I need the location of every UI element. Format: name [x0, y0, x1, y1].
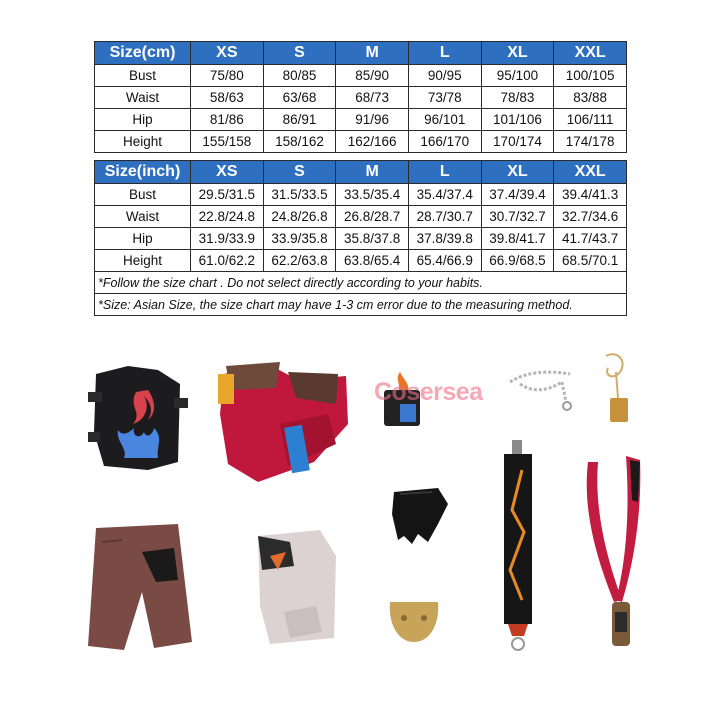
- table-cell: 65.4/66.9: [408, 250, 481, 272]
- table-cell: 78/83: [481, 87, 554, 109]
- table-cell: 83/88: [554, 87, 627, 109]
- table-cell: 85/90: [336, 65, 409, 87]
- table-cell: 29.5/31.5: [191, 184, 264, 206]
- table-cell: 66.9/68.5: [481, 250, 554, 272]
- table-cell: 24.8/26.8: [263, 206, 336, 228]
- table-cell: 73/78: [408, 87, 481, 109]
- table-cell: 166/170: [408, 131, 481, 153]
- table-cell: 22.8/24.8: [191, 206, 264, 228]
- table-cell: 86/91: [263, 109, 336, 131]
- table-cell: 91/96: [336, 109, 409, 131]
- glove-image: [388, 484, 452, 546]
- header-cell: M: [336, 161, 409, 184]
- row-label: Height: [95, 250, 191, 272]
- table-cell: 68/73: [336, 87, 409, 109]
- red-strap-image: [578, 452, 648, 652]
- table-cell: 174/178: [554, 131, 627, 153]
- table-row: [95, 87, 627, 109]
- header-cell: XXL: [554, 42, 627, 65]
- table-cell: 41.7/43.7: [554, 228, 627, 250]
- header-cell: XS: [191, 161, 264, 184]
- table-row: [95, 184, 627, 206]
- row-label: Bust: [95, 65, 191, 87]
- jacket-image: [218, 354, 352, 486]
- table-cell: 106/111: [554, 109, 627, 131]
- row-label: Waist: [95, 206, 191, 228]
- table-cell: 155/158: [191, 131, 264, 153]
- table-cell: 32.7/34.6: [554, 206, 627, 228]
- table-cell: 35.8/37.8: [336, 228, 409, 250]
- note-row: [95, 272, 627, 294]
- table-cell: 96/101: [408, 109, 481, 131]
- row-label: Bust: [95, 184, 191, 206]
- header-cell: S: [263, 161, 336, 184]
- table-cell: 37.4/39.4: [481, 184, 554, 206]
- table-cell: 30.7/32.7: [481, 206, 554, 228]
- mask-image: [386, 594, 442, 646]
- table-row: [95, 206, 627, 228]
- table-row: [95, 131, 627, 153]
- table-cell: 39.4/41.3: [554, 184, 627, 206]
- header-cell: Size(cm): [95, 42, 191, 65]
- vest-image: [88, 362, 188, 474]
- header-cell: L: [408, 161, 481, 184]
- table-cell: 28.7/30.7: [408, 206, 481, 228]
- row-label: Hip: [95, 228, 191, 250]
- header-cell: XS: [191, 42, 264, 65]
- table-row: [95, 250, 627, 272]
- table-cell: 58/63: [191, 87, 264, 109]
- row-label: Waist: [95, 87, 191, 109]
- header-cell: L: [408, 42, 481, 65]
- table-cell: 39.8/41.7: [481, 228, 554, 250]
- chain-necklace-image: [506, 362, 578, 412]
- header-cell: M: [336, 42, 409, 65]
- table-row: [95, 65, 627, 87]
- row-label: Height: [95, 131, 191, 153]
- size-note: *Size: Asian Size, the size chart may have 1-3 cm error due to the measuring method.: [95, 294, 627, 316]
- table-header-row: [95, 161, 627, 184]
- table-cell: 101/106: [481, 109, 554, 131]
- row-label: Hip: [95, 109, 191, 131]
- table-cell: 68.5/70.1: [554, 250, 627, 272]
- header-cell: Size(inch): [95, 161, 191, 184]
- watermark-logo: Cosersea: [374, 378, 483, 406]
- table-cell: 62.2/63.8: [263, 250, 336, 272]
- size-table-inch: [94, 160, 627, 316]
- table-cell: 80/85: [263, 65, 336, 87]
- table-cell: 31.5/33.5: [263, 184, 336, 206]
- table-cell: 90/95: [408, 65, 481, 87]
- table-cell: 100/105: [554, 65, 627, 87]
- table-cell: 26.8/28.7: [336, 206, 409, 228]
- table-cell: 95/100: [481, 65, 554, 87]
- table-header-row: [95, 42, 627, 65]
- black-sash-image: [496, 440, 542, 652]
- table-cell: 35.4/37.4: [408, 184, 481, 206]
- table-cell: 158/162: [263, 131, 336, 153]
- header-cell: S: [263, 42, 336, 65]
- table-cell: 63/68: [263, 87, 336, 109]
- table-cell: 31.9/33.9: [191, 228, 264, 250]
- pendant-necklace-image: [596, 352, 642, 426]
- trousers-image: [82, 522, 194, 652]
- table-cell: 33.9/35.8: [263, 228, 336, 250]
- table-cell: 61.0/62.2: [191, 250, 264, 272]
- size-table-cm: [94, 41, 627, 153]
- note-row: [95, 294, 627, 316]
- table-cell: 37.8/39.8: [408, 228, 481, 250]
- header-cell: XXL: [554, 161, 627, 184]
- table-cell: 33.5/35.4: [336, 184, 409, 206]
- table-cell: 170/174: [481, 131, 554, 153]
- table-cell: 63.8/65.4: [336, 250, 409, 272]
- header-cell: XL: [481, 42, 554, 65]
- header-cell: XL: [481, 161, 554, 184]
- table-cell: 162/166: [336, 131, 409, 153]
- shirt-image: [250, 526, 342, 648]
- table-cell: 81/86: [191, 109, 264, 131]
- size-note: *Follow the size chart . Do not select directly according to your habits.: [95, 272, 627, 294]
- table-cell: 75/80: [191, 65, 264, 87]
- table-row: [95, 228, 627, 250]
- table-row: [95, 109, 627, 131]
